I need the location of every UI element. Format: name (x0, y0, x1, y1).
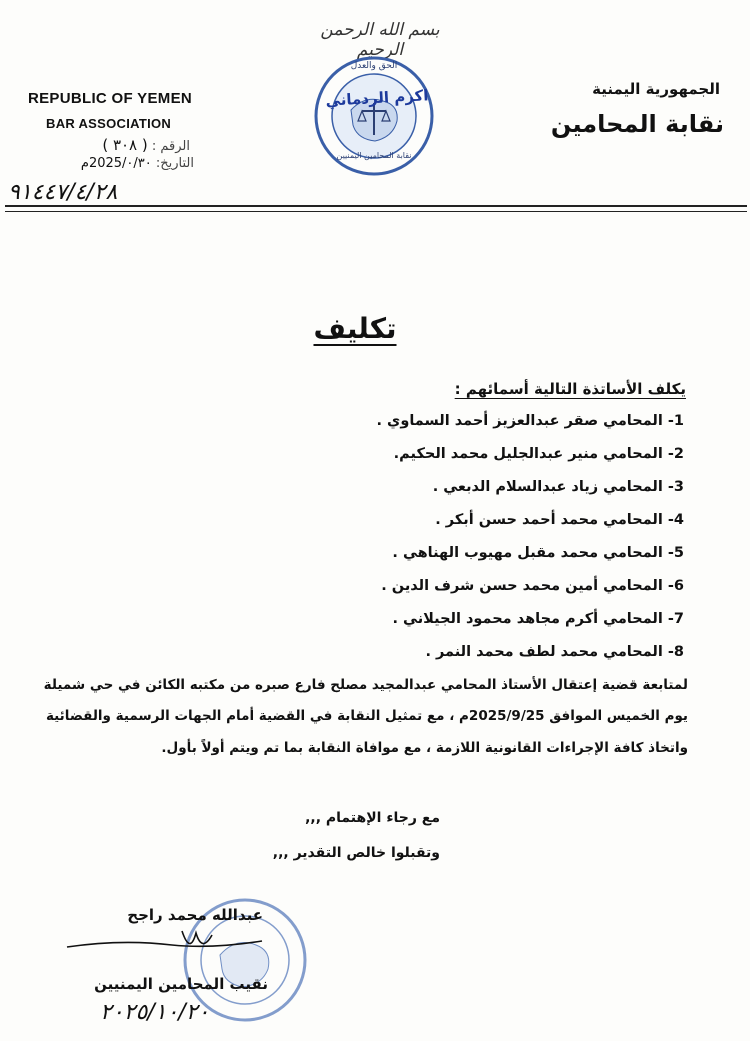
bar-association-en: BAR ASSOCIATION (46, 116, 172, 131)
hijri-date: ٩١٤٤٧/٤/٢٨ (8, 180, 118, 205)
signatory-name: عبدالله محمد راجح (127, 906, 263, 924)
reference-label: الرقم : (151, 139, 190, 154)
closing-line-2: وتقبلوا خالص التقدير ,,, (272, 845, 440, 861)
list-item: 4- المحامي محمد أحمد حسن أبكر . (435, 512, 684, 528)
basmala: بسم الله الرحمن الرحيم (320, 20, 440, 60)
list-item: 3- المحامي زياد عبدالسلام الدبعي . (432, 479, 684, 495)
signatory-title: نقيب المحامين اليمنيين (94, 975, 268, 993)
body-line-2: يوم الخميس الموافق 2025/9/25م ، مع تمثيل النقابة في القضية أمام الجهات الرسمية والقضائية (45, 708, 688, 724)
association-seal-top (313, 55, 435, 177)
body-line-1: لمتابعة قضية إعتقال الأستاذ المحامي عبدالمجيد مصلح فارع صبره من مكتبه الكائن في حي شميلة (43, 677, 688, 693)
list-item: 1- المحامي صقر عبدالعزيز أحمد السماوي . (376, 413, 684, 429)
header-rule-bottom (5, 211, 747, 212)
handwritten-date: ٢٠٢٥/١٠/٢٠ (100, 1000, 210, 1025)
date-label: التاريخ: (155, 156, 194, 171)
seal-top-text: الحق والعدل (350, 61, 398, 71)
intro-line: يكلف الأساتذة التالية أسمائهم : (454, 380, 686, 398)
bar-association-ar: نقابة المحامين (550, 110, 724, 138)
date-row (34, 156, 194, 171)
list-item: 6- المحامي أمين محمد حسن شرف الدين . (381, 578, 684, 594)
reference-row (40, 136, 190, 154)
body-line-3: واتخاذ كافة الإجراءات القانونية اللازمة ، مع موافاة النقابة بما تم ويتم أولاً بأول. (161, 740, 688, 756)
seal-bottom-text: نقابة المحامين اليمنيين (336, 151, 412, 160)
list-item: 7- المحامي أكرم مجاهد محمود الجيلاني . (392, 611, 684, 627)
header-rule-top (5, 205, 747, 207)
list-item: 5- المحامي محمد مقبل مهيوب الهناهي . (392, 545, 684, 561)
republic-of-yemen-en: REPUBLIC OF YEMEN (28, 90, 193, 107)
republic-of-yemen-ar: الجمهورية اليمنية (592, 80, 720, 98)
seal-handwritten-name: اكرم الردماني (325, 86, 429, 110)
list-item: 8- المحامي محمد لطف محمد النمر . (425, 644, 684, 660)
handwritten-signature (62, 925, 282, 965)
document-title: تكليف (313, 312, 397, 345)
list-item: 2- المحامي منير عبدالجليل محمد الحكيم. (393, 446, 684, 462)
closing-line-1: مع رجاء الإهتمام ,,, (305, 810, 440, 826)
date-value: 2025/٠/٣٠م (80, 156, 152, 171)
reference-value: ( ٣٠٨ ) (102, 136, 148, 154)
